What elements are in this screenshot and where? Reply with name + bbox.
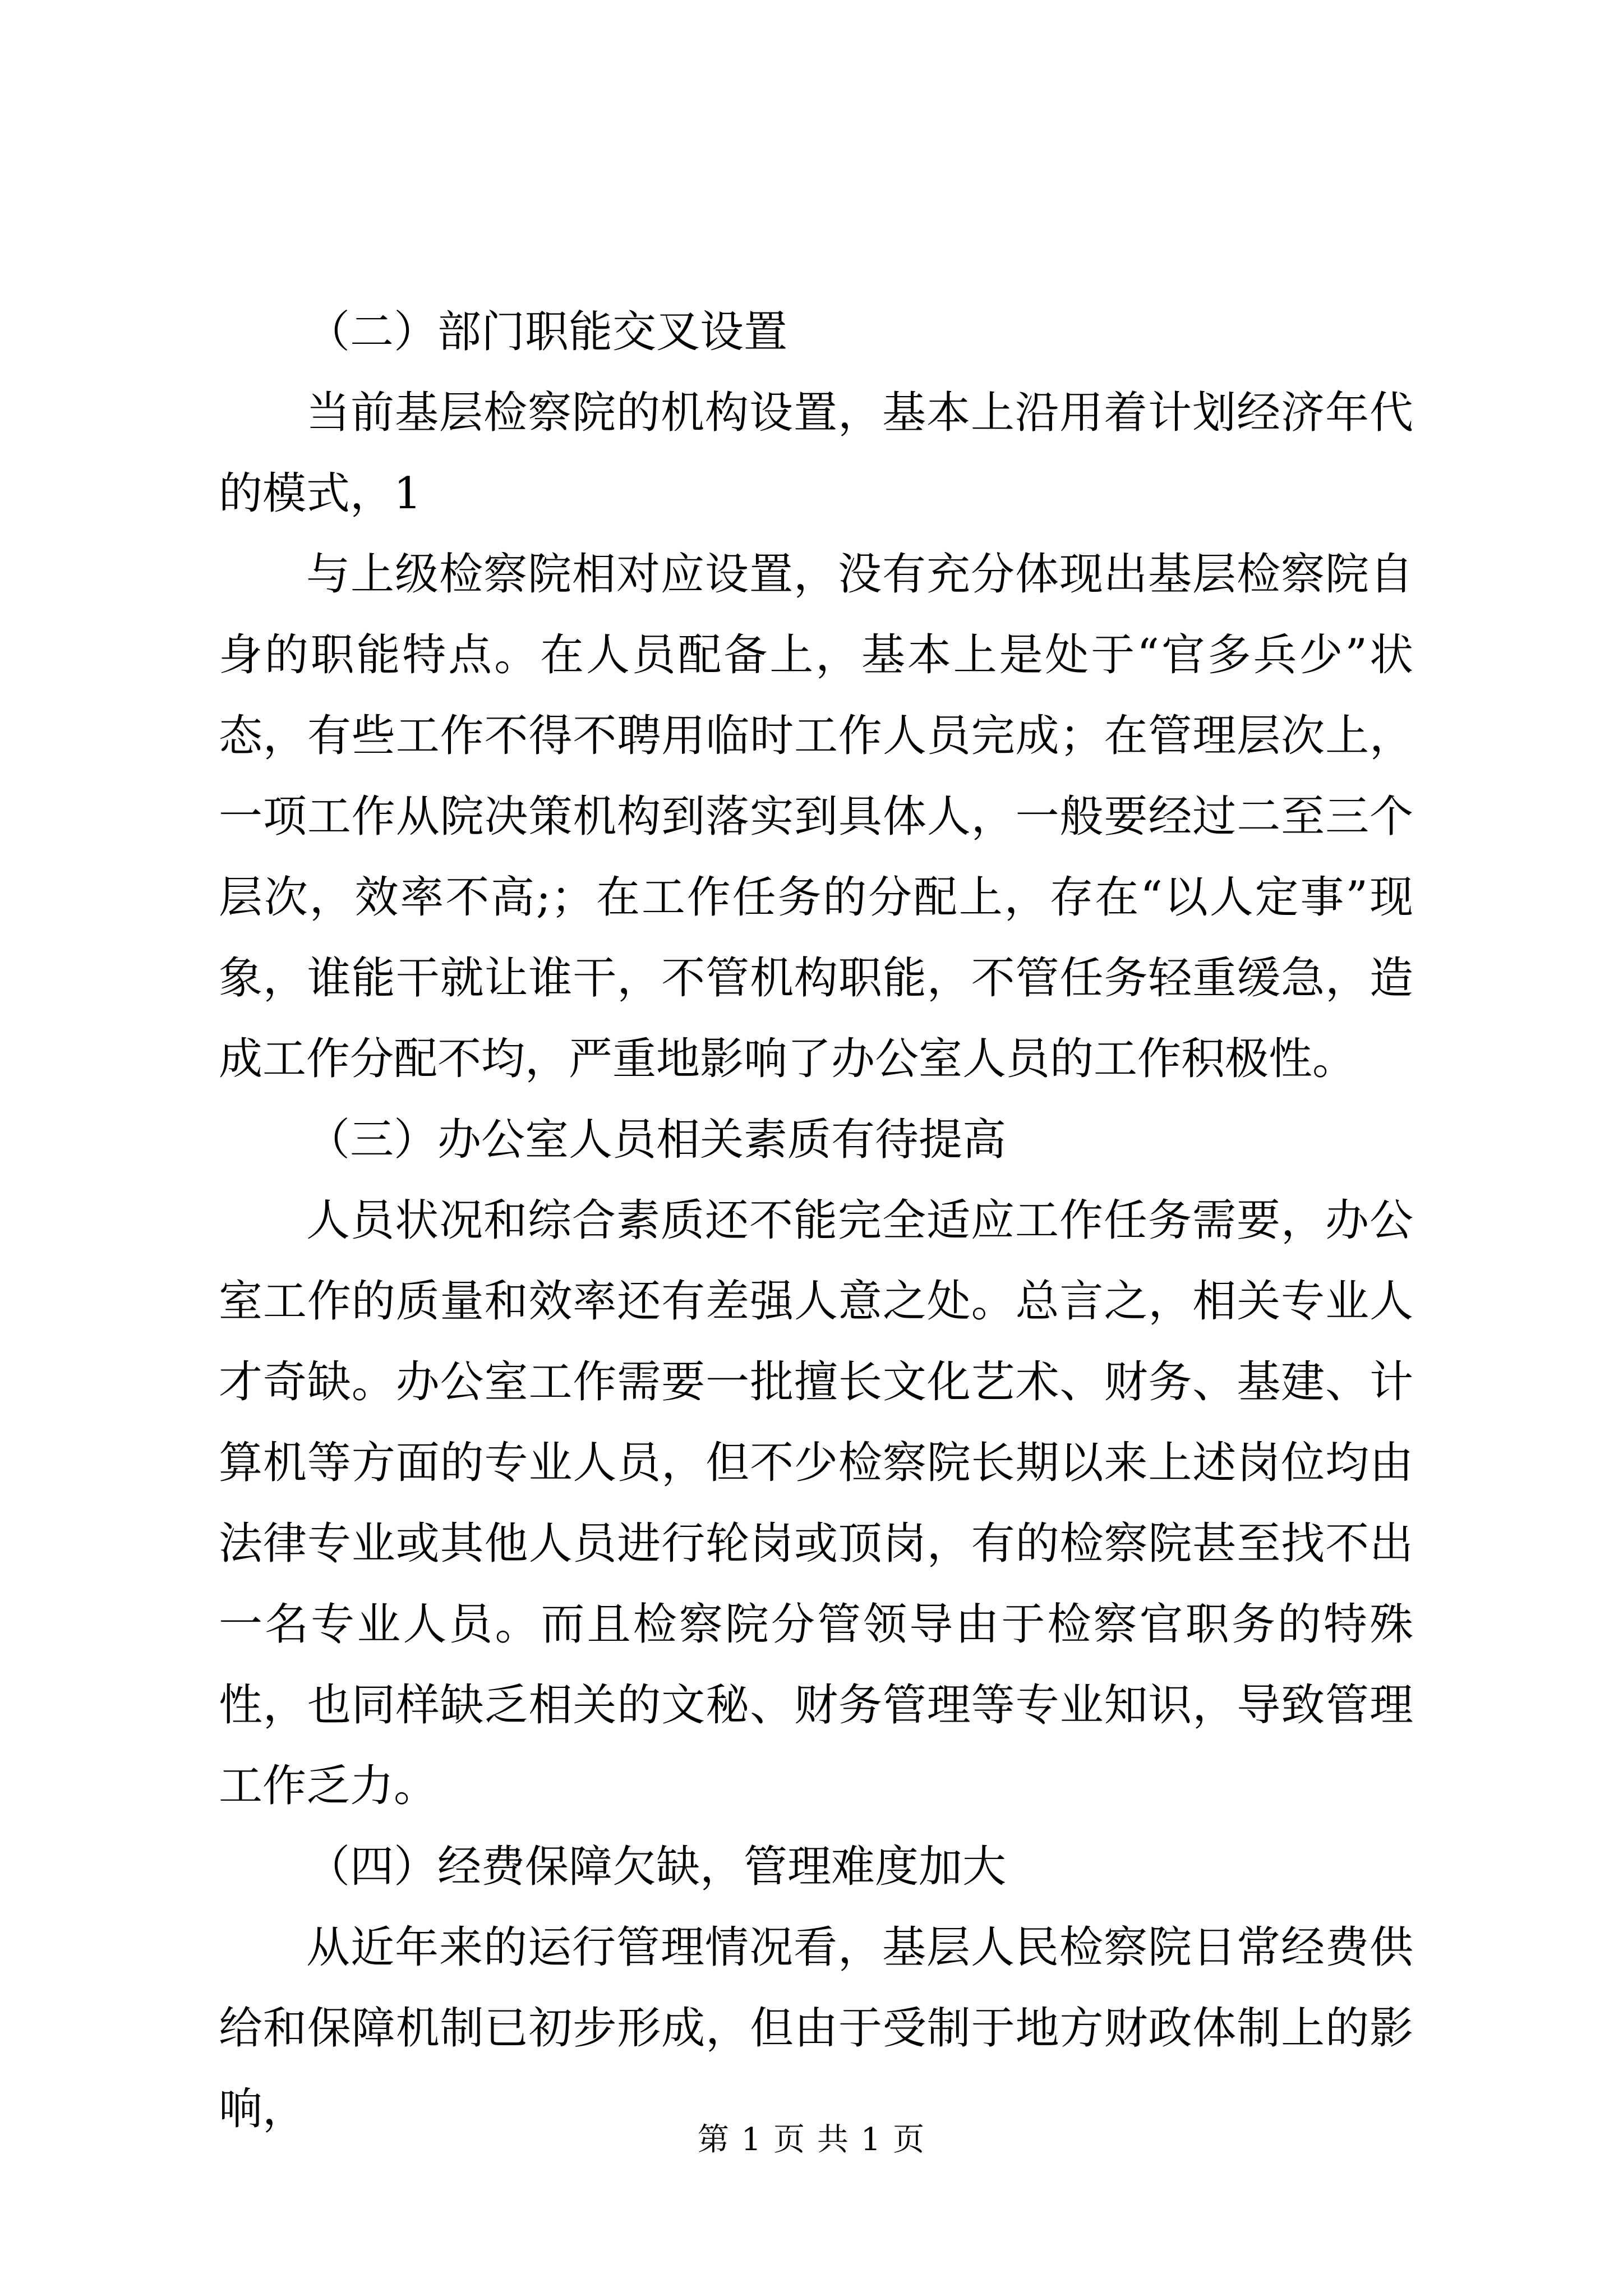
- paragraph-1: 当前基层检察院的机构设置，基本上沿用着计划经济年代的模式，1: [219, 388, 1413, 519]
- paragraph-2: 与上级检察院相对应设置，没有充分体现出基层检察院自身的职能特点。在人员配备上，基本上是处于“官多兵少”状态，有些工作不得不聘用临时工作人员完成；在管理层次上，一项工作从院决策机构到落实到具体人，一般要经过二至三个层次，效率不高;；在工作任务的分配上，存在“以人定事”现象，谁能干就让谁干，不管机构职能，不管任务轻重缓急，造成工作分配不均，严重地影响了办公室人员的工作积极性。: [219, 549, 1413, 1084]
- page-footer: 第 1 页 共 1 页: [697, 2122, 926, 2158]
- paragraph-4: 从近年来的运行管理情况看，基层人民检察院日常经费供给和保障机制已初步形成，但由于受制于地方财政体制上的影响，: [219, 1922, 1413, 2134]
- section-heading-2: （二）部门职能交叉设置: [306, 307, 788, 357]
- paragraph-3: 人员状况和综合素质还不能完全适应工作任务需要，办公室工作的质量和效率还有差强人意之处。总言之，相关专业人才奇缺。办公室工作需要一批擅长文化艺术、财务、基建、计算机等方面的专业人员，但不少检察院长期以来上述岗位均由法律专业或其他人员进行轮岗或顶岗，有的检察院甚至找不出一名专业人员。而且检察院分管领导由于检察官职务的特殊性，也同样缺乏相关的文秘、财务管理等专业知识，导致管理工作乏力。: [219, 1195, 1413, 1811]
- section-heading-3: （三）办公室人员相关素质有待提高: [306, 1115, 1007, 1165]
- section-heading-4: （四）经费保障欠缺，管理难度加大: [306, 1842, 1007, 1892]
- document-body: [219, 292, 1413, 2150]
